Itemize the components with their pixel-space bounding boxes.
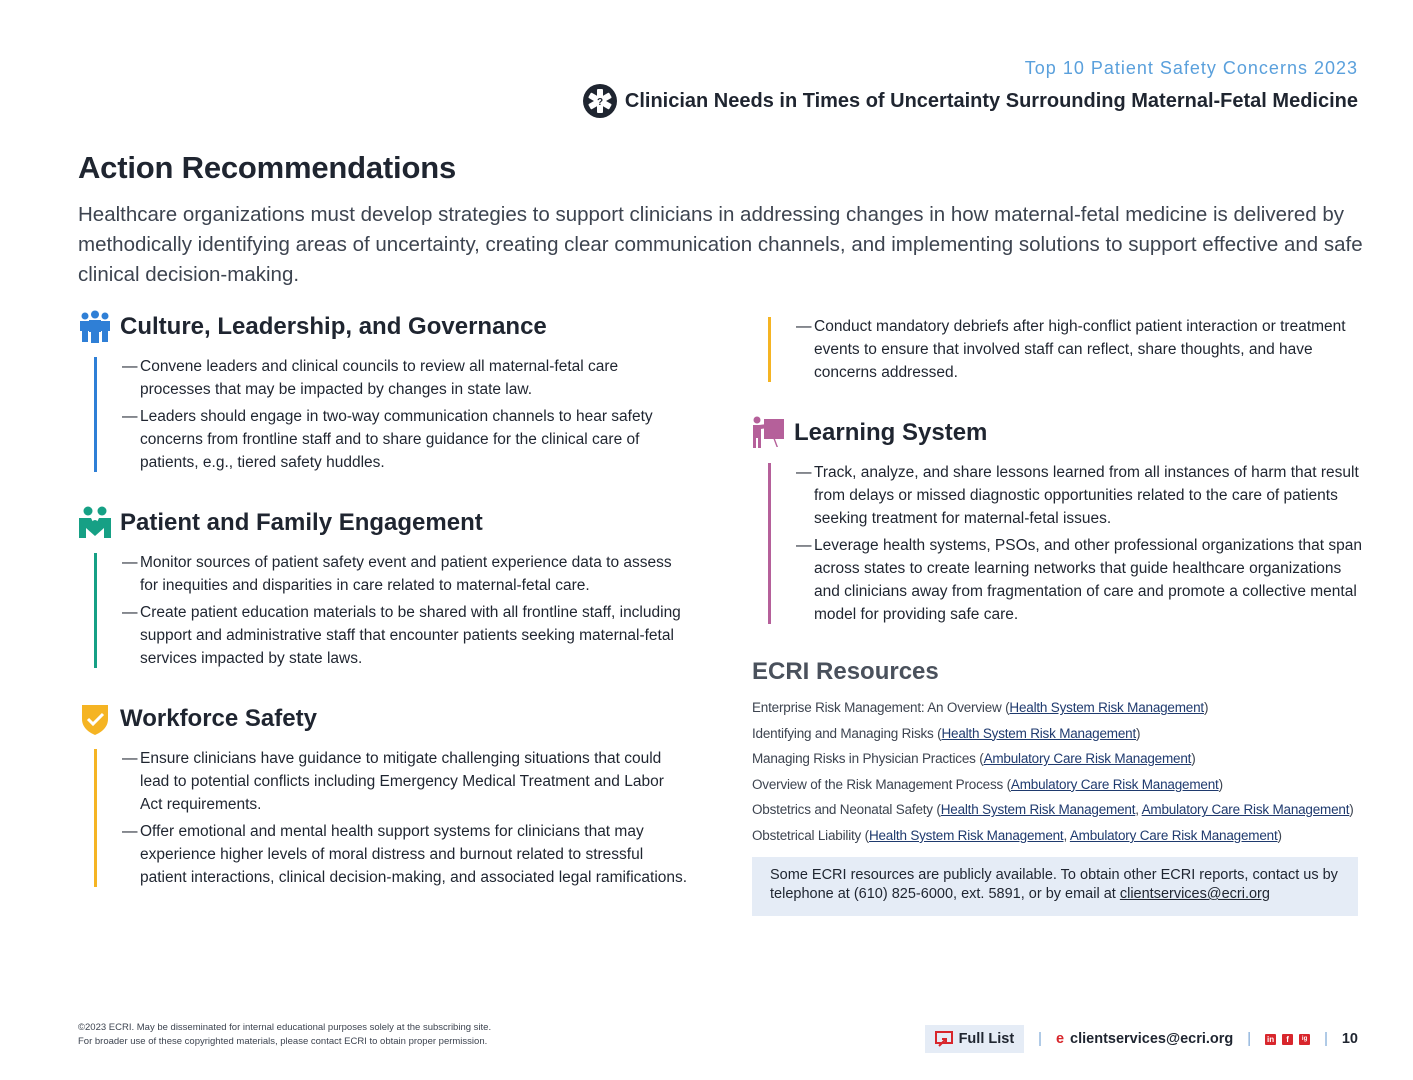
section-patient-family (78, 505, 688, 674)
resource-item: Obstetrical Liability (Health System Risk Management, Ambulatory Care Risk Management) (752, 827, 1282, 843)
section-accent-bar (94, 553, 97, 668)
list-item: — Monitor sources of patient safety event and patient experience data to assess for inequities and disparities in care related to maternal-fetal care. (122, 554, 672, 594)
list-item: — Offer emotional and mental health support systems for clinicians that may experience higher levels of moral distress and burnout related to stressful patient interactions, clinical decision-making, and associated legal ramifications. (122, 823, 688, 886)
facebook-icon[interactable]: f (1282, 1034, 1293, 1045)
page-number: 10 (1341, 1031, 1358, 1047)
resource-link[interactable]: Ambulatory Care Risk Management (1141, 802, 1350, 818)
section-accent-bar (768, 317, 771, 382)
copyright-notice: ©2023 ECRI. May be disseminated for internal educational purposes solely at the subscribing site. For broader use of these copyrighted materials, please contact ECRI to obtain proper permission. (78, 1022, 492, 1047)
report-series-title: Top 10 Patient Safety Concerns 2023 (1024, 58, 1358, 78)
resource-link[interactable]: Ambulatory Care Risk Management (983, 751, 1192, 767)
contact-email-link[interactable]: clientservices@ecri.org (1119, 886, 1270, 902)
divider: | (1247, 1031, 1252, 1047)
resource-link[interactable]: Health System Risk Management (868, 827, 1064, 843)
resource-link[interactable]: Health System Risk Management (940, 802, 1136, 818)
family-icon (78, 506, 112, 540)
list-item: — Conduct mandatory debriefs after high-conflict patient interaction or treatment events to ensure that involved staff can reflect, share thoughts, and have concerns addressed. (796, 318, 1346, 381)
contact-info-box: Some ECRI resources are publicly available. To obtain other ECRI reports, contact us by telephone at (610) 825-6000, ext. 5891, or by email at clientservices@ecri.org (752, 857, 1358, 916)
list-item: — Ensure clinicians have guidance to mitigate challenging situations that could lead to potential conflicts including Emergency Medical Treatment and Labor Act requirements. (122, 750, 664, 813)
instagram-icon[interactable]: ig (1299, 1034, 1310, 1045)
section-workforce-safety-continued (752, 305, 1362, 388)
resource-item: Managing Risks in Physician Practices (Ambulatory Care Risk Management) (752, 751, 1196, 767)
svg-text:?: ? (596, 97, 603, 108)
resources-list (752, 697, 1354, 851)
resource-link[interactable]: Ambulatory Care Risk Management (1010, 776, 1219, 792)
resource-item: Obstetrics and Neonatal Safety (Health System Risk Management, Ambulatory Care Risk Management) (752, 802, 1354, 818)
divider: | (1324, 1031, 1328, 1047)
footer-nav (925, 1025, 1358, 1053)
people-group-icon (78, 310, 112, 344)
section-workforce-safety (78, 701, 688, 893)
section-culture-leadership (78, 309, 688, 478)
resource-item: Overview of the Risk Management Process (Ambulatory Care Risk Management) (752, 776, 1223, 792)
linkedin-icon[interactable]: in (1267, 1034, 1275, 1044)
resource-link[interactable]: Health System Risk Management (941, 725, 1137, 741)
section-title: Workforce Safety (120, 705, 317, 732)
presentation-link-icon (935, 1031, 953, 1047)
section-accent-bar (768, 463, 771, 624)
email-icon: e (1055, 1031, 1065, 1047)
section-title: Culture, Leadership, and Governance (120, 313, 547, 340)
resource-item: Enterprise Risk Management: An Overview (Health System Risk Management) (752, 700, 1209, 715)
social-links (1265, 1034, 1310, 1045)
list-item: — Track, analyze, and share lessons learned from all instances of harm that result from delays or missed diagnostic opportunities related to the care of patients seeking treatment for maternal-fetal issues. (796, 464, 1359, 527)
section-accent-bar (94, 357, 97, 472)
section-title: Patient and Family Engagement (120, 509, 483, 536)
list-item: — Leverage health systems, PSOs, and other professional organizations that span across states to create learning networks that guide healthcare organizations and clinicians away from fragmentation of care and promote a collective mental model for providing safe care. (796, 537, 1362, 623)
resource-item: Identifying and Managing Risks (Health System Risk Management) (752, 725, 1141, 741)
section-learning-system (752, 415, 1362, 630)
intro-paragraph: Healthcare organizations must develop strategies to support clinicians in addressing changes in how maternal-fetal medicine is delivered by methodically identifying areas of uncertainty, creating clear communication channels, and implementing solutions to support effective and safe clinical decision-making. (78, 203, 1363, 286)
divider: | (1038, 1031, 1042, 1047)
section-accent-bar (94, 749, 97, 887)
shield-check-icon (78, 702, 112, 736)
page-title: Action Recommendations (78, 150, 456, 185)
section-title: Learning System (794, 419, 988, 446)
page-header-title: Clinician Needs in Times of Uncertainty Surrounding Maternal-Fetal Medicine (624, 89, 1358, 112)
footer-email-link[interactable]: clientservices@ecri.org (1070, 1031, 1234, 1047)
full-list-button[interactable]: Full List (925, 1025, 1025, 1053)
list-item: — Create patient education materials to be shared with all frontline staff, including support and administrative staff that encounter patients seeking maternal-fetal services impacted by state laws. (122, 604, 681, 667)
resource-link[interactable]: Ambulatory Care Risk Management (1069, 827, 1278, 843)
presenter-board-icon (752, 416, 786, 450)
medical-star-question-icon (583, 84, 617, 118)
list-item: — Convene leaders and clinical councils to review all maternal-fetal care processes that may be impacted by changes in state law. (122, 358, 619, 398)
list-item: — Leaders should engage in two-way communication channels to hear safety concerns from frontline staff and to share guidance for the clinical care of patients, e.g., tiered safety huddles. (122, 408, 653, 471)
resource-link[interactable]: Health System Risk Management (1009, 700, 1204, 715)
resources-title: ECRI Resources (752, 658, 939, 685)
page-header (583, 84, 1358, 118)
